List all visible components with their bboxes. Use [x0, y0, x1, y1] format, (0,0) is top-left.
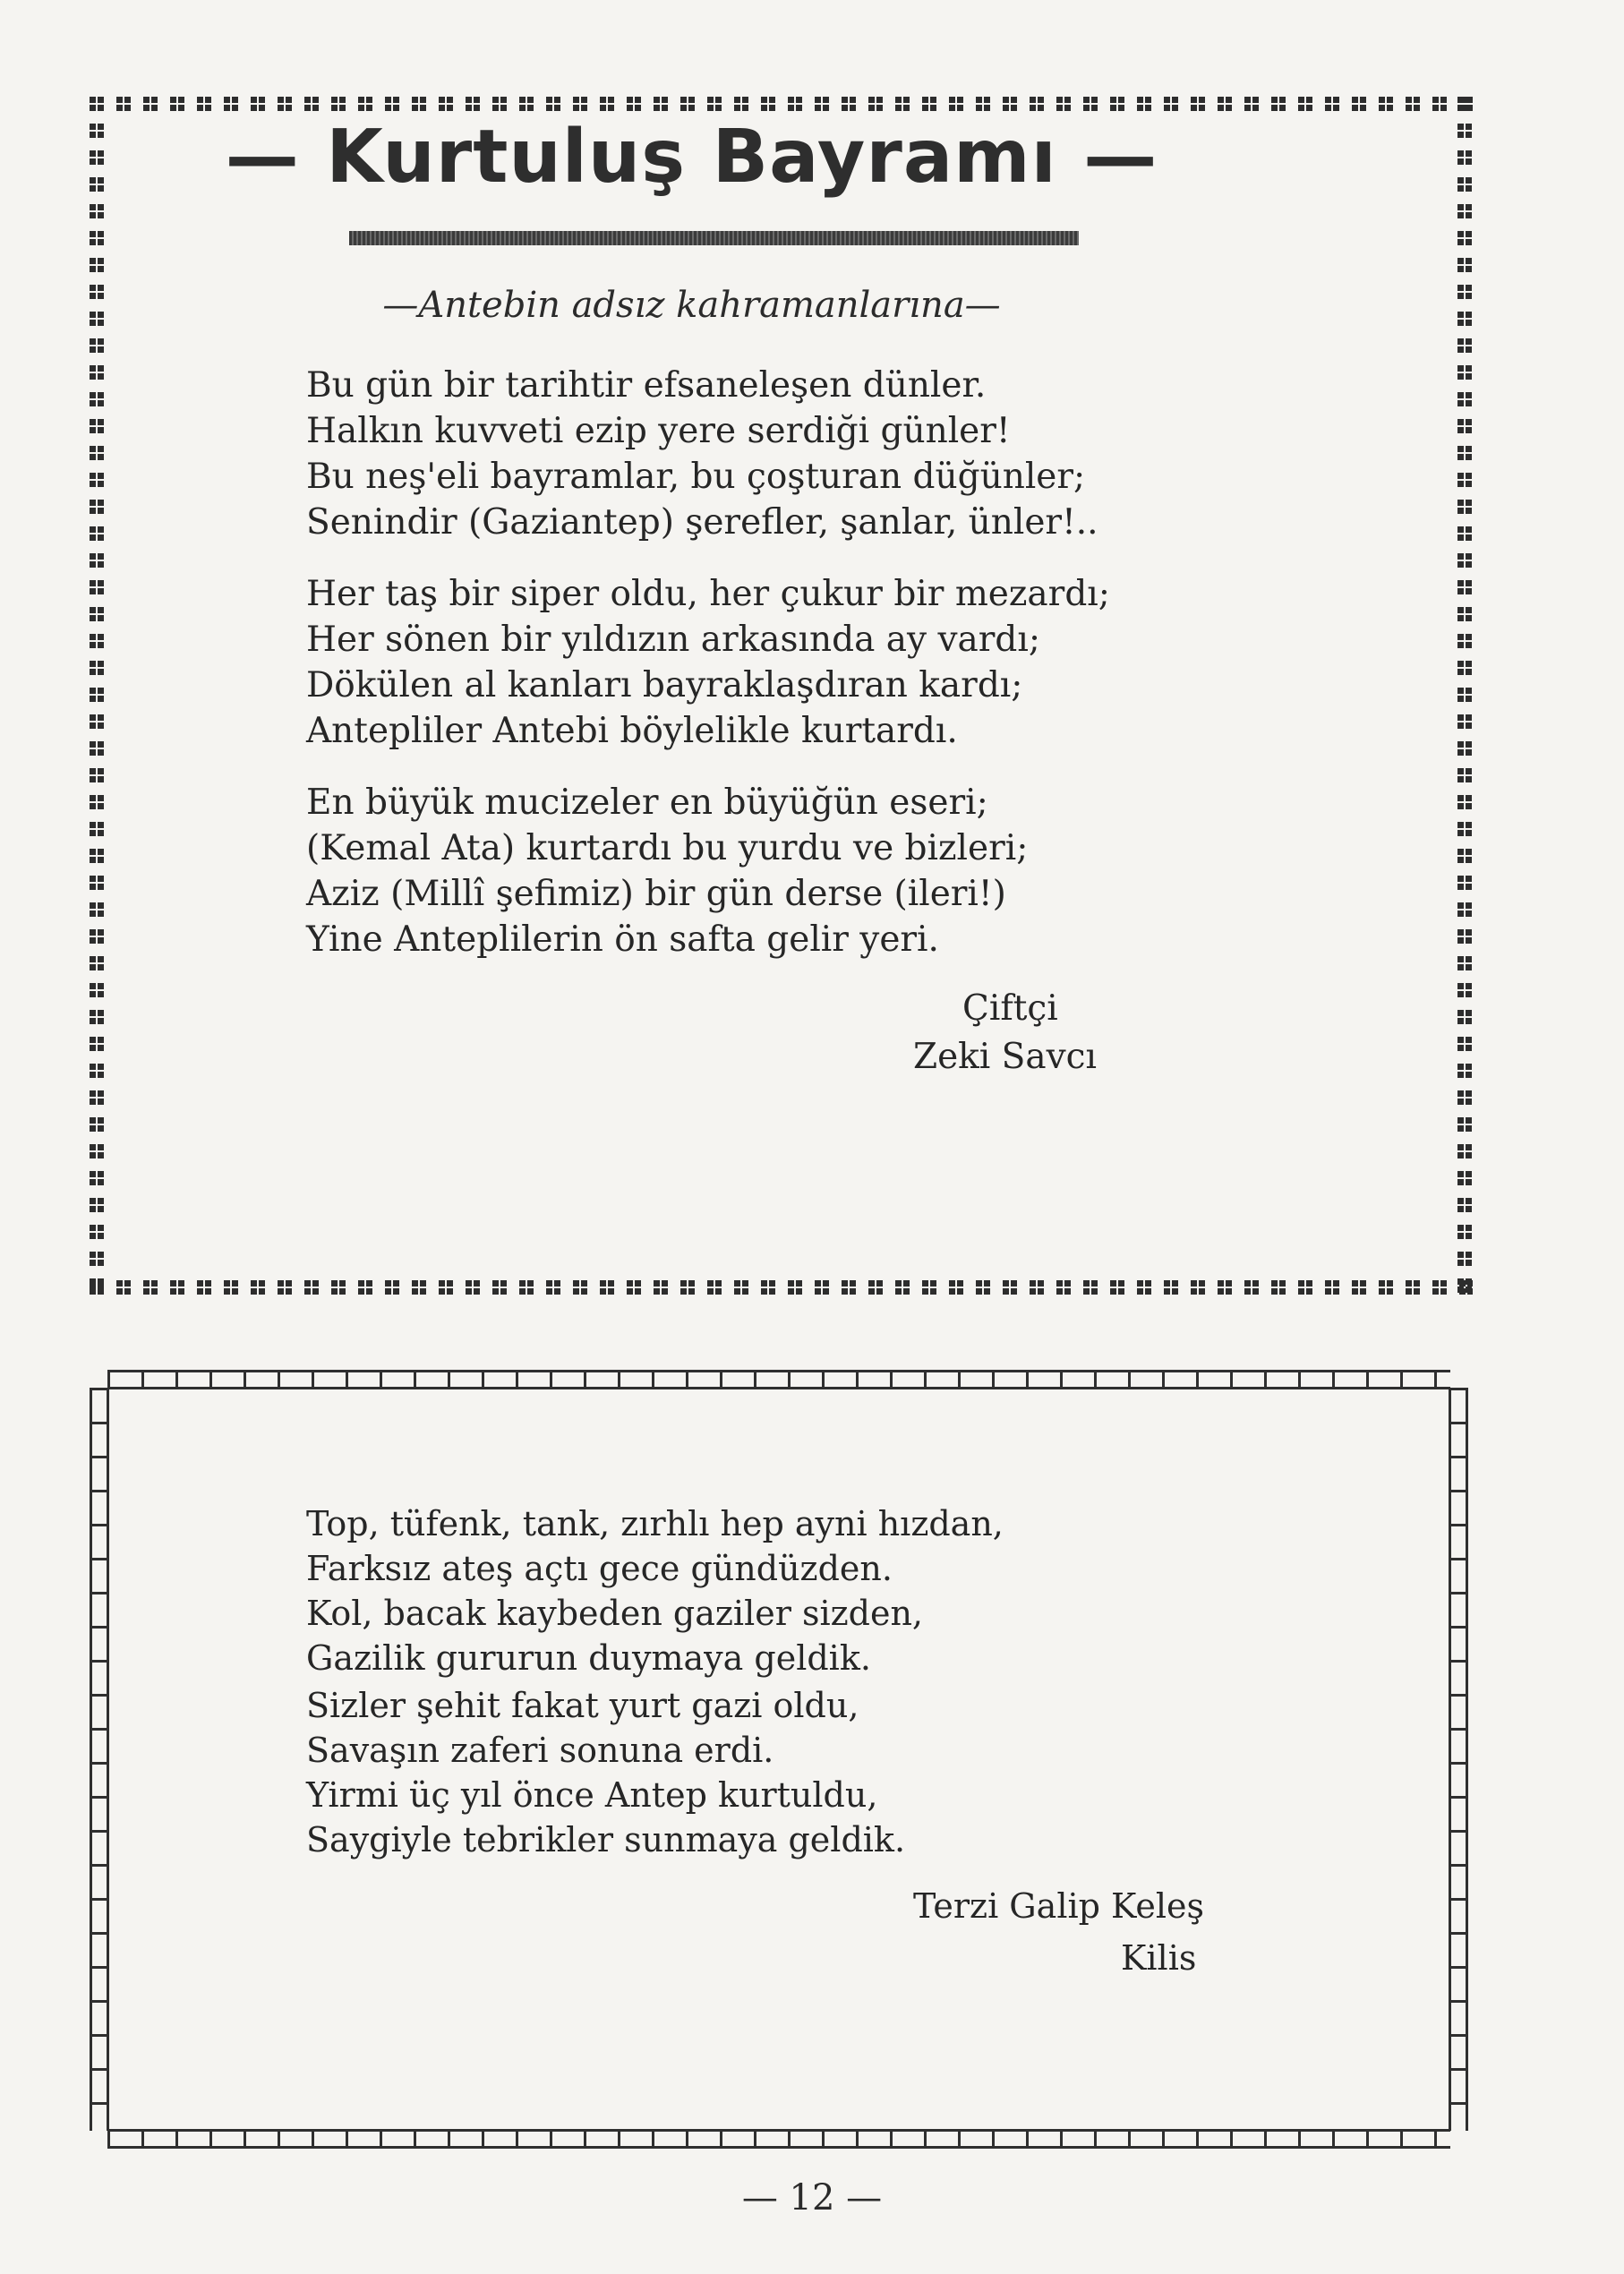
poem-title: — Kurtuluş Bayramı —	[225, 115, 1158, 200]
frame2-border-top	[107, 1370, 1450, 1389]
signature-name: Zeki Savcı	[913, 1037, 1097, 1077]
verse-line: Kol, bacak kaybeden gaziler sizden,	[306, 1594, 923, 1633]
frame1-border-top	[90, 97, 1473, 111]
stanza-3	[306, 780, 1201, 962]
frame1-border-left	[90, 97, 104, 1296]
verse-line: Her taş bir siper oldu, her çukur bir mezardı;	[306, 574, 1110, 614]
frame1-border-bottom	[90, 1280, 1473, 1295]
frame2-border-left	[90, 1388, 109, 2131]
verse-line: En büyük mucizeler en büyüğün eseri;	[306, 782, 988, 823]
verse-line: Saygiyle tebrikler sunmaya geldik.	[306, 1820, 906, 1859]
verse-line: Yine Anteplilerin ön safta gelir yeri.	[306, 919, 939, 960]
signature-1	[913, 985, 1097, 1081]
verse-line: Savaşın zaferi sonuna erdi.	[306, 1731, 774, 1770]
verse-line: Sizler şehit fakat yurt gazi oldu,	[306, 1686, 859, 1725]
frame1-border-right	[1457, 97, 1472, 1296]
verse-line: Yirmi üç yıl önce Antep kurtuldu,	[306, 1775, 878, 1815]
poem-dedication: —Antebin adsız kahramanlarına—	[382, 285, 1001, 326]
signature-place: Kilis	[1121, 1938, 1197, 1978]
verse-line: Antepliler Antebi böylelikle kurtardı.	[306, 711, 958, 751]
stanza-4	[306, 1501, 1201, 1680]
verse-line: Senindir (Gaziantep) şerefler, şanlar, ünler!..	[306, 502, 1098, 543]
verse-line: (Kemal Ata) kurtardı bu yurdu ve bizleri;	[306, 828, 1029, 868]
verse-line: Aziz (Millî şefimiz) bir gün derse (ileri!)	[306, 874, 1006, 914]
verse-line: Dökülen al kanları bayraklaşdıran kardı;	[306, 665, 1023, 705]
verse-line: Farksız ateş açtı gece gündüzden.	[306, 1549, 893, 1588]
verse-line: Bu neş'eli bayramlar, bu çoşturan düğünler;	[306, 457, 1086, 497]
stanza-1	[306, 363, 1201, 545]
signature-occupation: Çiftçi	[962, 988, 1058, 1029]
signature-name: Terzi Galip Keleş	[913, 1886, 1205, 1926]
frame2-border-right	[1449, 1388, 1468, 2131]
verse-line: Gazilik gururun duymaya geldik.	[306, 1638, 871, 1678]
verse-line: Halkın kuvveti ezip yere serdiği günler!	[306, 411, 1011, 451]
verse-line: Bu gün bir tarihtir efsaneleşen dünler.	[306, 365, 987, 406]
page-number: — 12 —	[741, 2177, 883, 2218]
frame2-border-bottom	[107, 2129, 1450, 2149]
verse-line: Top, tüfenk, tank, zırhlı hep ayni hızdan,	[306, 1504, 1004, 1543]
title-underline	[349, 231, 1079, 245]
stanza-2	[306, 571, 1201, 754]
verse-line: Her sönen bir yıldızın arkasında ay vardı;	[306, 620, 1040, 660]
stanza-5	[306, 1683, 1201, 1862]
signature-2	[913, 1880, 1204, 1984]
